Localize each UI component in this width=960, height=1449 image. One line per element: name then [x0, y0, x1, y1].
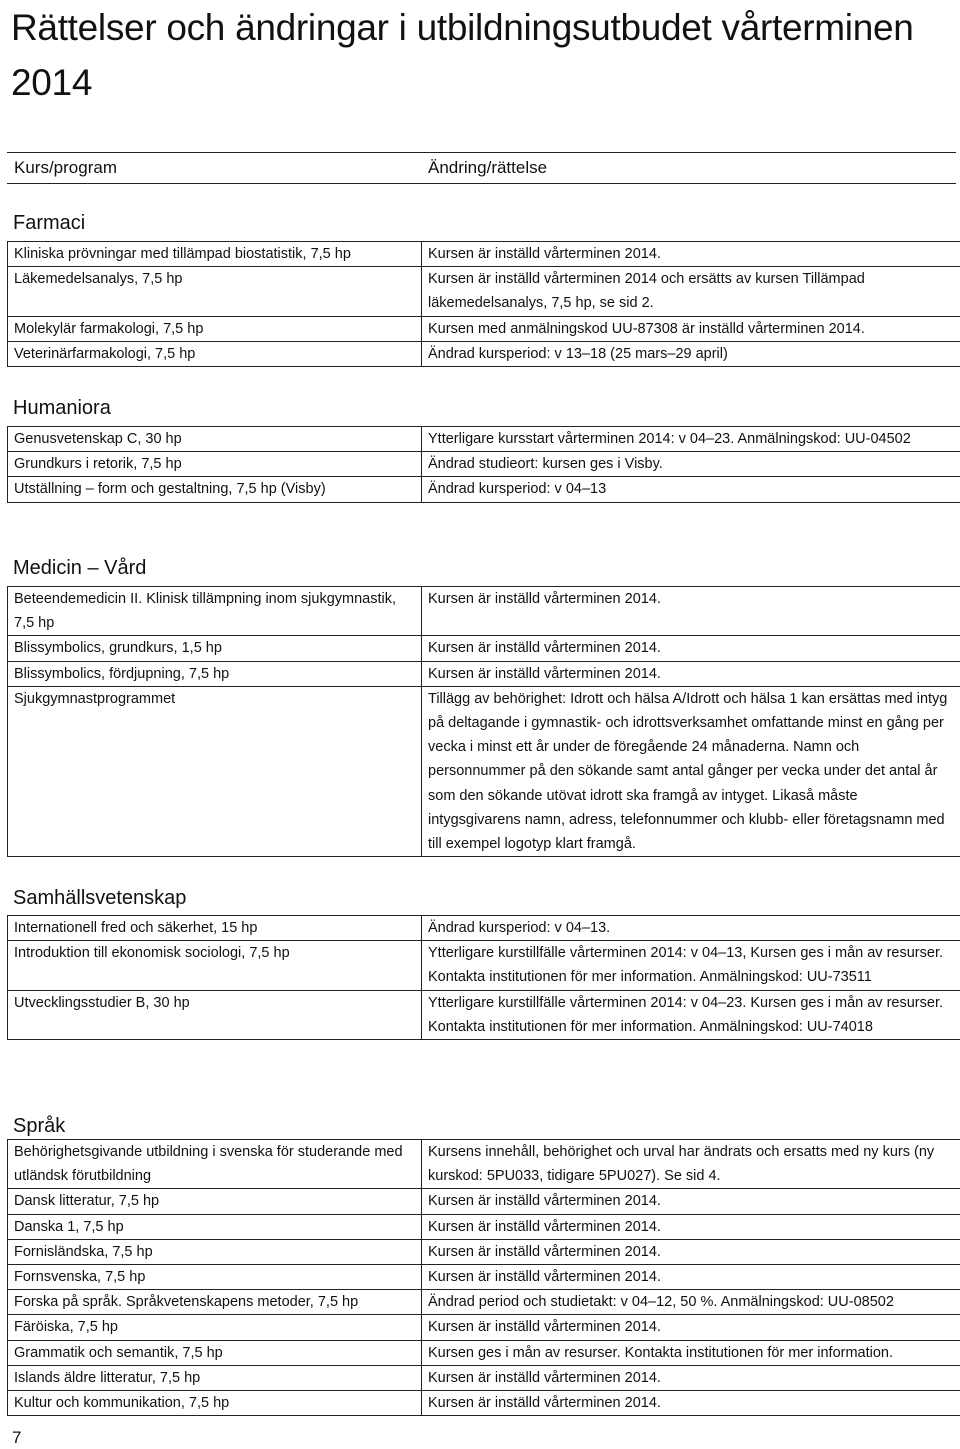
course-name: Forska på språk. Språkvetenskapens metoder, 7,5 hp — [8, 1290, 422, 1315]
table-row — [8, 477, 960, 502]
course-name: Behörighetsgivande utbildning i svenska för studerande med utländsk förutbildning — [8, 1140, 422, 1189]
course-name: Grammatik och semantik, 7,5 hp — [8, 1340, 422, 1365]
course-change: Ändrad kursperiod: v 04–13. — [422, 916, 960, 941]
course-change: Kursen är inställd vårterminen 2014. — [422, 587, 960, 636]
course-name: Utvecklingsstudier B, 30 hp — [8, 990, 422, 1039]
course-name: Blissymbolics, grundkurs, 1,5 hp — [8, 636, 422, 661]
section-title-humaniora: Humaniora — [13, 397, 111, 419]
course-change: Ändrad kursperiod: v 13–18 (25 mars–29 april) — [422, 341, 960, 366]
course-name: Internationell fred och säkerhet, 15 hp — [8, 916, 422, 941]
course-name: Fornsvenska, 7,5 hp — [8, 1265, 422, 1290]
course-name: Grundkurs i retorik, 7,5 hp — [8, 452, 422, 477]
course-change: Kursen är inställd vårterminen 2014. — [422, 1214, 960, 1239]
table-row — [8, 1140, 960, 1189]
table-row — [8, 686, 960, 856]
table-row — [8, 341, 960, 366]
course-change: Kursen med anmälningskod UU-87308 är inställd vårterminen 2014. — [422, 316, 960, 341]
course-change: Kursen ges i mån av resurser. Kontakta institutionen för mer information. — [422, 1340, 960, 1365]
table-row — [8, 316, 960, 341]
table-row — [8, 990, 960, 1039]
course-change: Kursen är inställd vårterminen 2014 och ersätts av kursen Tillämpad läkemedelsanalys, 7,5 hp, se sid 2. — [422, 267, 960, 316]
section-table-humaniora — [7, 426, 960, 503]
course-name: Islands äldre litteratur, 7,5 hp — [8, 1365, 422, 1390]
course-change: Ytterligare kurstillfälle vårterminen 2014: v 04–23. Kursen ges i mån av resurser. Kontakta institutionen för mer information. Anmälningskod: UU-74018 — [422, 990, 960, 1039]
table-row — [8, 1365, 960, 1390]
column-header-course: Kurs/program — [14, 158, 117, 177]
course-change: Ytterligare kursstart vårterminen 2014: v 04–23. Anmälningskod: UU-04502 — [422, 427, 960, 452]
table-row — [8, 1391, 960, 1416]
table-row — [8, 427, 960, 452]
table-row — [8, 1265, 960, 1290]
table-row — [8, 1315, 960, 1340]
table-row — [8, 1340, 960, 1365]
table-row — [8, 1189, 960, 1214]
course-change: Kursen är inställd vårterminen 2014. — [422, 1315, 960, 1340]
course-change: Kursen är inställd vårterminen 2014. — [422, 636, 960, 661]
course-name: Blissymbolics, fördjupning, 7,5 hp — [8, 661, 422, 686]
course-change: Tillägg av behörighet: Idrott och hälsa A/Idrott och hälsa 1 kan ersättas med intyg på deltagande i gymnastik- och idrottsverksamhet omfattande minst en gång per vecka i minst ett år under de föregående 24 månaderna. Namn och personnummer på den sökande samt antal gånger per vecka under det antal år som den sökande utövat idrott ska framgå av intyget. Likaså måste intygsgivarens namn, adress, telefonnummer och klubb- eller företagsnamn med till exempel logotyp klart framgå. — [422, 686, 960, 856]
course-change: Kursen är inställd vårterminen 2014. — [422, 661, 960, 686]
course-change: Kursen är inställd vårterminen 2014. — [422, 1265, 960, 1290]
course-name: Sjukgymnastprogrammet — [8, 686, 422, 856]
course-name: Kliniska prövningar med tillämpad biostatistik, 7,5 hp — [8, 242, 422, 267]
course-name: Molekylär farmakologi, 7,5 hp — [8, 316, 422, 341]
course-change: Ändrad period och studietakt: v 04–12, 50 %. Anmälningskod: UU-08502 — [422, 1290, 960, 1315]
page-title: Rättelser och ändringar i utbildningsutbudet vårterminen 2014 — [11, 7, 914, 103]
table-row — [8, 1290, 960, 1315]
table-row — [8, 661, 960, 686]
section-table-farmaci — [7, 241, 960, 367]
section-title-samhallsvetenskap: Samhällsvetenskap — [13, 887, 187, 909]
course-name: Introduktion till ekonomisk sociologi, 7,5 hp — [8, 941, 422, 990]
section-title-sprak: Språk — [13, 1115, 66, 1137]
course-name: Dansk litteratur, 7,5 hp — [8, 1189, 422, 1214]
course-change: Ändrad kursperiod: v 04–13 — [422, 477, 960, 502]
course-name: Kultur och kommunikation, 7,5 hp — [8, 1391, 422, 1416]
table-row — [8, 267, 960, 316]
course-name: Fornisländska, 7,5 hp — [8, 1239, 422, 1264]
course-name: Beteendemedicin II. Klinisk tillämpning inom sjukgymnastik, 7,5 hp — [8, 587, 422, 636]
course-change: Kursen är inställd vårterminen 2014. — [422, 1365, 960, 1390]
table-row — [8, 242, 960, 267]
section-title-medicin-vard: Medicin – Vård — [13, 557, 147, 579]
table-row — [8, 941, 960, 990]
course-change: Ytterligare kurstillfälle vårterminen 2014: v 04–13, Kursen ges i mån av resurser. Kontakta institutionen för mer information. Anmälningskod: UU-73511 — [422, 941, 960, 990]
course-change: Kursen är inställd vårterminen 2014. — [422, 1239, 960, 1264]
section-table-sprak — [7, 1139, 960, 1416]
page-number: 7 — [12, 1428, 22, 1447]
course-name: Danska 1, 7,5 hp — [8, 1214, 422, 1239]
course-change: Kursen är inställd vårterminen 2014. — [422, 1391, 960, 1416]
course-name: Färöiska, 7,5 hp — [8, 1315, 422, 1340]
course-name: Veterinärfarmakologi, 7,5 hp — [8, 341, 422, 366]
table-row — [8, 587, 960, 636]
course-name: Läkemedelsanalys, 7,5 hp — [8, 267, 422, 316]
section-table-samhallsvetenskap — [7, 915, 960, 1040]
table-row — [8, 916, 960, 941]
course-name: Utställning – form och gestaltning, 7,5 hp (Visby) — [8, 477, 422, 502]
header-rule-bottom — [7, 183, 956, 184]
column-header-change: Ändring/rättelse — [428, 158, 548, 177]
table-row — [8, 452, 960, 477]
course-change: Ändrad studieort: kursen ges i Visby. — [422, 452, 960, 477]
course-change: Kursen är inställd vårterminen 2014. — [422, 242, 960, 267]
course-name: Genusvetenskap C, 30 hp — [8, 427, 422, 452]
course-change: Kursen är inställd vårterminen 2014. — [422, 1189, 960, 1214]
section-table-medicin-vard — [7, 586, 960, 857]
table-row — [8, 636, 960, 661]
course-change: Kursens innehåll, behörighet och urval har ändrats och ersatts med ny kurs (ny kurskod: 5PU033, tidigare 5PU027). Se sid 4. — [422, 1140, 960, 1189]
section-title-farmaci: Farmaci — [13, 212, 86, 234]
table-row — [8, 1239, 960, 1264]
table-row — [8, 1214, 960, 1239]
